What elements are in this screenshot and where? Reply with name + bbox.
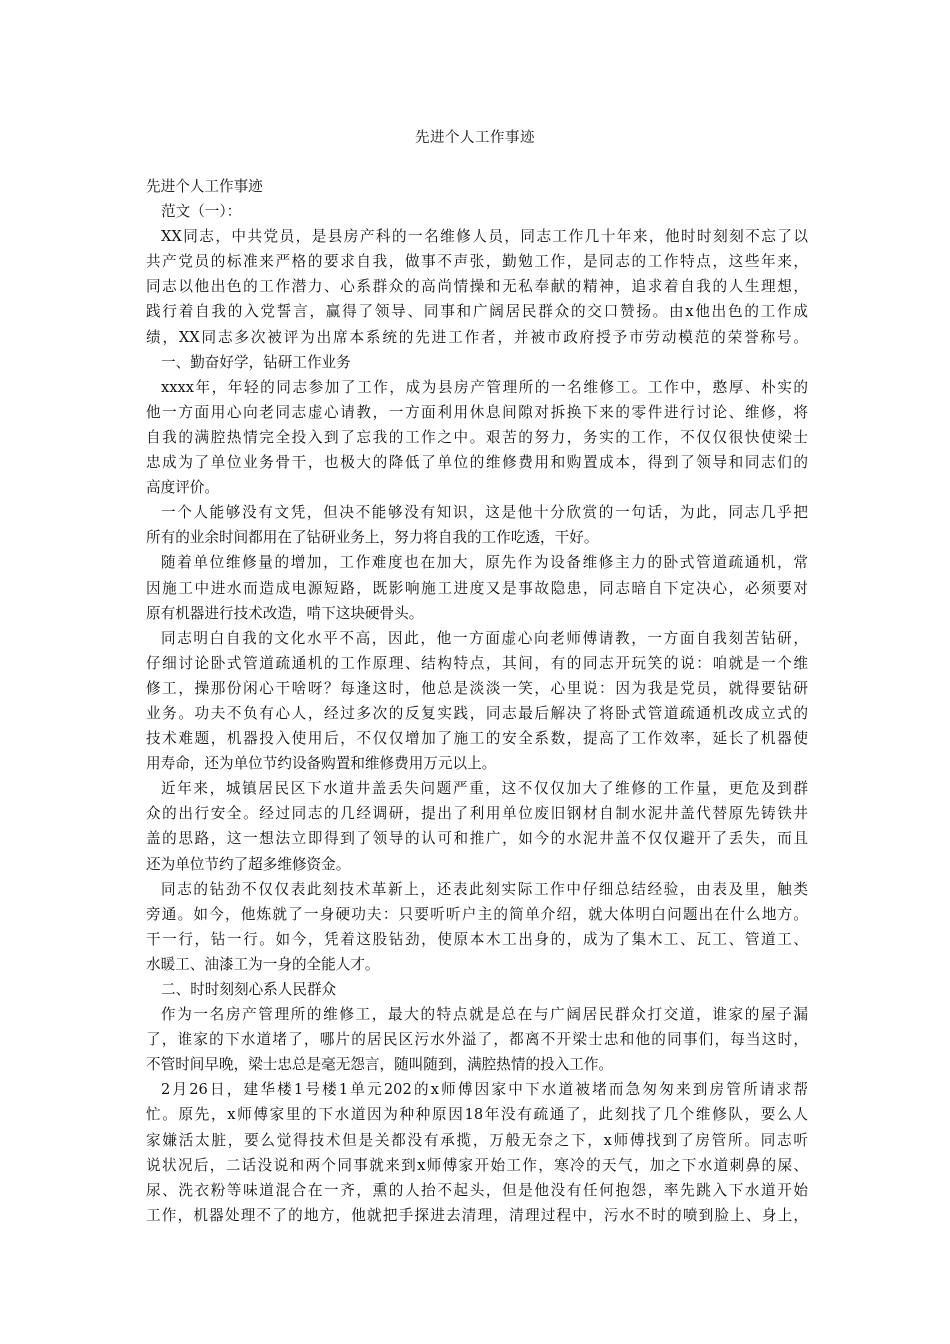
- text-line: 作为一名房产管理所的维修工，最大的特点就是总在与广阔居民群众打交道，谁家的屋子漏: [161, 1006, 808, 1024]
- text-line: 所有的业余时间都用在了钻研业务上，努力将自我的工作吃透，干好。: [146, 529, 599, 547]
- text-line: 忙。原先，x师傅家里的下水道因为种种原因18年没有疏通了，此刻找了几个维修队，要么人: [146, 1106, 808, 1124]
- text-line: 同志明白自我的文化水平不高，因此，他一方面虚心向老师傅请教，一方面自我刻苦钻研，: [161, 629, 808, 647]
- text-line: 高度评价。: [146, 479, 219, 497]
- text-line: 践行着自我的入党誓言，赢得了领导、同事和广阔居民群众的交口赞扬。由x他出色的工作成: [146, 303, 808, 321]
- text-line: xxxx年，年轻的同志参加了工作，成为县房产管理所的一名维修工。工作中，憨厚、朴实的: [161, 378, 808, 396]
- text-line: 共产党员的标准来严格的要求自我，做事不声张，勤勉工作，是同志的工作特点，这些年来，: [146, 253, 808, 271]
- text-line: 他一方面用心向老同志虚心请教，一方面利用休息间隙对拆换下来的零件进行讨论、维修，将: [146, 403, 808, 421]
- document-body: [146, 174, 808, 1228]
- text-line: 自我的满腔热情完全投入到了忘我的工作之中。艰苦的努力，务实的工作，不仅仅很快使梁士: [146, 428, 808, 446]
- text-line: 尿、洗衣粉等味道混合在一齐，熏的人抬不起头，但是他没有任何抱怨，率先跳入下水道开始: [146, 1181, 808, 1199]
- text-line: 2月26日，建华楼1号楼1单元202的x师傅因家中下水道被堵而急匆匆来到房管所请求帮: [161, 1081, 808, 1099]
- text-line: XX同志，中共党员，是县房产科的一名维修人员，同志工作几十年来，他时时刻刻不忘了以: [161, 228, 808, 246]
- text-line: 一、勤奋好学，钻研工作业务: [161, 353, 351, 371]
- text-line: 范文（一）：: [161, 203, 242, 221]
- text-line: 家嫌活太脏，要么觉得技术但是关都没有承揽，万般无奈之下，x师傅找到了房管所。同志听: [146, 1131, 808, 1149]
- text-line: 仔细讨论卧式管道疏通机的工作原理、结构特点，其间，有的同志开玩笑的说：咱就是一个维: [146, 654, 808, 672]
- text-line: 先进个人工作事迹: [146, 178, 263, 195]
- text-line: 因施工中进水而造成电源短路，既影响施工进度又是事故隐患，同志暗自下定决心，必须要对: [146, 579, 808, 597]
- text-line: 随着单位维修量的增加，工作难度也在加大，原先作为设备维修主力的卧式管道疏通机，常: [161, 554, 808, 572]
- text-line: 同志的钻劲不仅仅表此刻技术革新上，还表此刻实际工作中仔细总结经验，由表及里，触类: [161, 880, 808, 898]
- text-line: 众的出行安全。经过同志的几经调研，提出了利用单位废旧钢材自制水泥井盖代替原先铸铁井: [146, 805, 808, 823]
- text-line: 原有机器进行技术改造，啃下这块硬骨头。: [146, 604, 424, 622]
- text-line: 业务。功夫不负有心人，经过多次的反复实践，同志最后解决了将卧式管道疏通机改成立式的: [146, 704, 808, 722]
- text-line: 工作，机器处理不了的地方，他就把手探进去清理，清理过程中，污水不时的喷到脸上、身上，: [146, 1206, 808, 1224]
- text-line: 忠成为了单位业务骨干，也极大的降低了单位的维修费用和购置成本，得到了领导和同志们的: [146, 454, 808, 472]
- text-line: 干一行，钻一行。如今，凭着这股钻劲，使原本木工出身的，成为了集木工、瓦工、管道工、: [146, 930, 808, 948]
- text-line: 说状况后，二话没说和两个同事就来到x师傅家开始工作，寒冷的天气，加之下水道刺鼻的屎、: [146, 1156, 808, 1174]
- text-line: 修工，操那份闲心干啥呀？每逢这时，他总是淡淡一笑，心里说：因为我是党员，就得要钻研: [146, 679, 808, 697]
- document-title: 先进个人工作事迹: [415, 130, 535, 146]
- text-line: 技术难题，机器投入使用后，不仅仅增加了施工的安全系数，提高了工作效率，延长了机器使: [146, 730, 808, 748]
- text-line: 还为单位节约了超多维修资金。: [146, 855, 351, 873]
- text-line: 了，谁家的下水道堵了，哪片的居民区污水外溢了，都离不开梁士忠和他的同事们，每当这时，: [146, 1031, 808, 1049]
- text-line: 近年来，城镇居民区下水道井盖丢失问题严重，这不仅仅加大了维修的工作量，更危及到群: [161, 780, 808, 798]
- text-line: 旁通。如今，他炼就了一身硬功夫：只要听听户主的简单介绍，就大体明白问题出在什么地方。: [146, 905, 808, 923]
- text-line: 绩，XX同志多次被评为出席本系统的先进工作者，并被市政府授予市劳动模范的荣誉称号。: [146, 328, 808, 346]
- text-line: 盖的思路，这一想法立即得到了领导的认可和推广，如今的水泥井盖不仅仅避开了丢失，而且: [146, 830, 808, 848]
- text-line: 一个人能够没有文凭，但决不能够没有知识，这是他十分欣赏的一句话，为此，同志几乎把: [161, 504, 808, 522]
- text-line: 用寿命，还为单位节约设备购置和维修费用万元以上。: [146, 755, 497, 773]
- text-line: 水暖工、油漆工为一身的全能人才。: [146, 955, 380, 973]
- text-line: 二、时时刻刻心系人民群众: [161, 981, 337, 998]
- text-line: 不管时间早晚，梁士忠总是毫无怨言，随叫随到，满腔热情的投入工作。: [146, 1056, 614, 1074]
- text-line: 同志以他出色的工作潜力、心系群众的高尚情操和无私奉献的精神，追求着自我的人生理想，: [146, 278, 808, 296]
